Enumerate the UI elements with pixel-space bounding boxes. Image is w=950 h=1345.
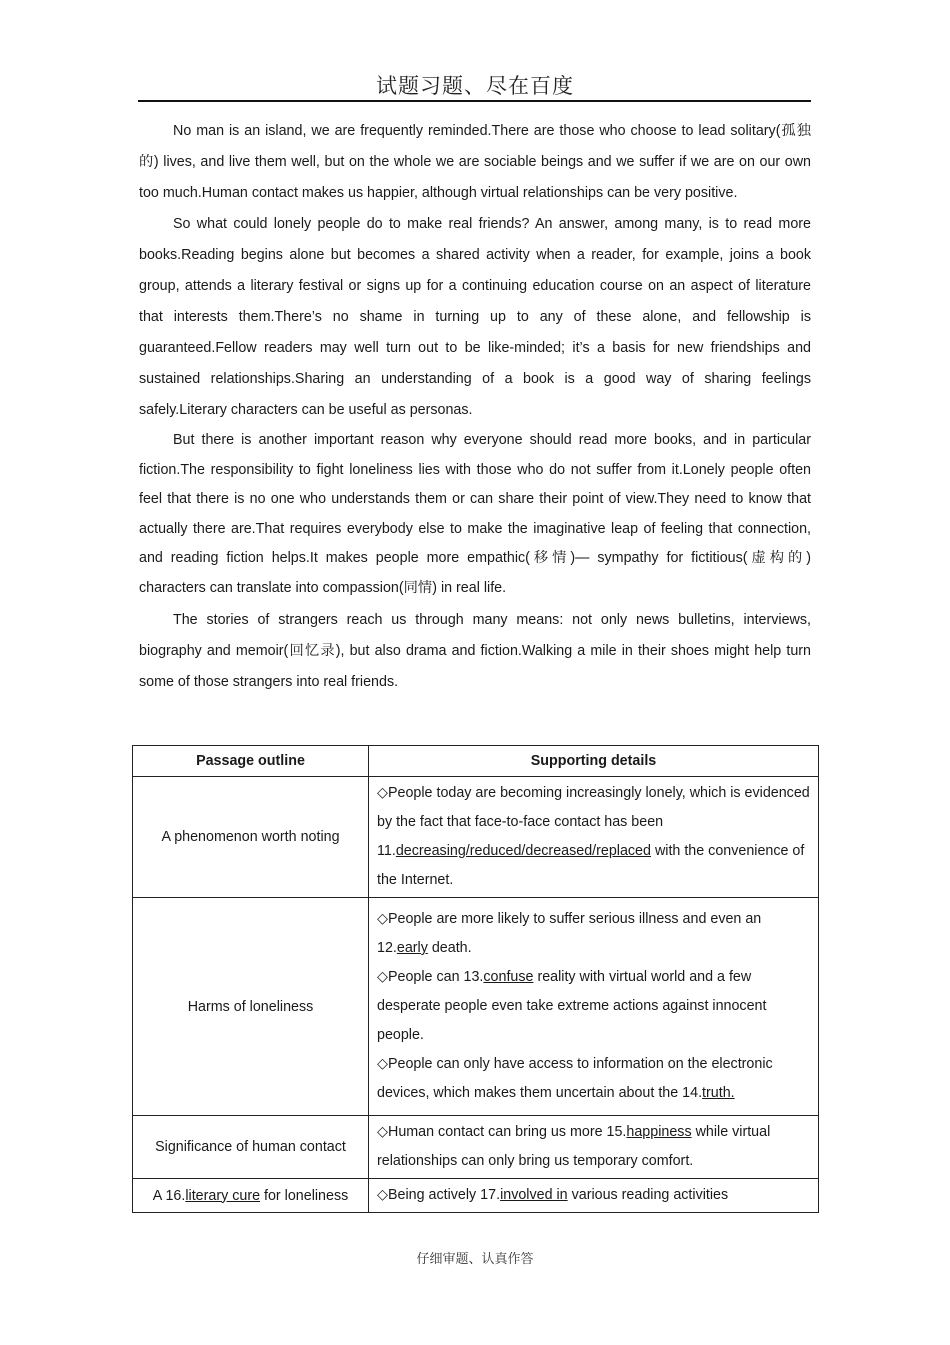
details-cell — [369, 1116, 819, 1179]
answer-blank: early — [396, 940, 428, 956]
outline-cell: Harms of loneliness — [133, 898, 369, 1116]
detail-line: ◇Being actively 17.involved in various reading activities — [377, 1187, 729, 1203]
outline-cell: A 16.literary cure for loneliness — [133, 1179, 369, 1213]
header-divider — [138, 100, 811, 102]
table-header-row — [133, 746, 819, 777]
paragraph-text: So what could lonely people do to make real friends? An answer, among many, is to read more books.Reading begins alone but becomes a shared activity when a reader, for example, joins a book group, attends a literary festival or signs up for a continuing education course on an aspect of literature that interests them.There’s no shame in turning up to any of these alone, and fellowship is guaranteed.Fellow readers may well turn out to be like-minded; it’s a basis for new friendships and sustained relationships.Sharing an understanding of a book is a good way of sharing feelings safely.Literary characters can be useful as personas. — [139, 216, 811, 418]
outline-cell: Significance of human contact — [133, 1116, 369, 1179]
detail-line: ◇People can only have access to information on the electronic devices, which makes them uncertain about the 14.truth. — [377, 1056, 773, 1101]
paragraph-text: No man is an island, we are frequently reminded.There are those who choose to lead solitary(孤独的) lives, and live them well, but on the whole we are sociable beings and we suffer if we are on our own too much.Human contact makes us happier, although virtual relationships can be very positive. — [139, 123, 811, 201]
details-cell — [369, 777, 819, 898]
column-header: Supporting details — [369, 746, 819, 777]
answer-blank: confuse — [483, 969, 534, 985]
answer-blank: literary cure — [185, 1187, 261, 1204]
table-row — [133, 1179, 819, 1213]
details-cell — [369, 898, 819, 1116]
answer-blank: truth. — [702, 1085, 735, 1101]
paragraph-text: The stories of strangers reach us through many means: not only news bulletins, interviews, biography and memoir(回忆录), but also drama and fiction.Walking a mile in their shoes might help turn some of those strangers into real friends. — [139, 612, 811, 690]
outline-cell: A phenomenon worth noting — [133, 777, 369, 898]
detail-line: ◇People are more likely to suffer serious illness and even an 12.early death. — [377, 911, 762, 956]
passage-paragraph-2 — [139, 209, 811, 426]
table-row — [133, 777, 819, 898]
passage — [139, 116, 811, 698]
table-row — [133, 898, 819, 1116]
passage-paragraph-1 — [139, 116, 811, 209]
paragraph-text: But there is another important reason why everyone should read more books, and in particular fiction.The responsibility to fight loneliness lies with those who do not suffer from it.Lonely people often feel that there is no one who understands them or can share their point of view.They need to know that actually there are.That requires everybody else to make the imaginative leap of feeling that connection, and reading fiction helps.It makes people more empathic(移情)— sympathy for fictitious(虚构的) characters can translate into compassion(同情) in real life. — [139, 432, 811, 596]
detail-line: ◇Human contact can bring us more 15.happiness while virtual relationships can only bring us temporary comfort. — [377, 1124, 771, 1169]
column-header: Passage outline — [133, 746, 369, 777]
page-footer: 仔细审题、认真作答 — [416, 1252, 534, 1267]
answer-blank: happiness — [626, 1124, 692, 1140]
answer-blank: involved in — [500, 1187, 568, 1203]
detail-line: ◇People can 13.confuse reality with virtual world and a few desperate people even take extreme actions against innocent people. — [377, 969, 767, 1043]
passage-paragraph-3 — [139, 426, 811, 603]
table-row — [133, 1116, 819, 1179]
details-cell — [369, 1179, 819, 1213]
outline-table — [132, 745, 819, 1213]
detail-line: ◇People today are becoming increasingly lonely, which is evidenced by the fact that face-to-face contact has been 11.decreasing/reduced/decreased/replaced with the convenience of the Internet. — [377, 785, 810, 888]
page-header-title: 试题习题、尽在百度 — [376, 74, 574, 98]
answer-blank: decreasing/reduced/decreased/replaced — [395, 843, 651, 859]
passage-paragraph-4 — [139, 605, 811, 698]
